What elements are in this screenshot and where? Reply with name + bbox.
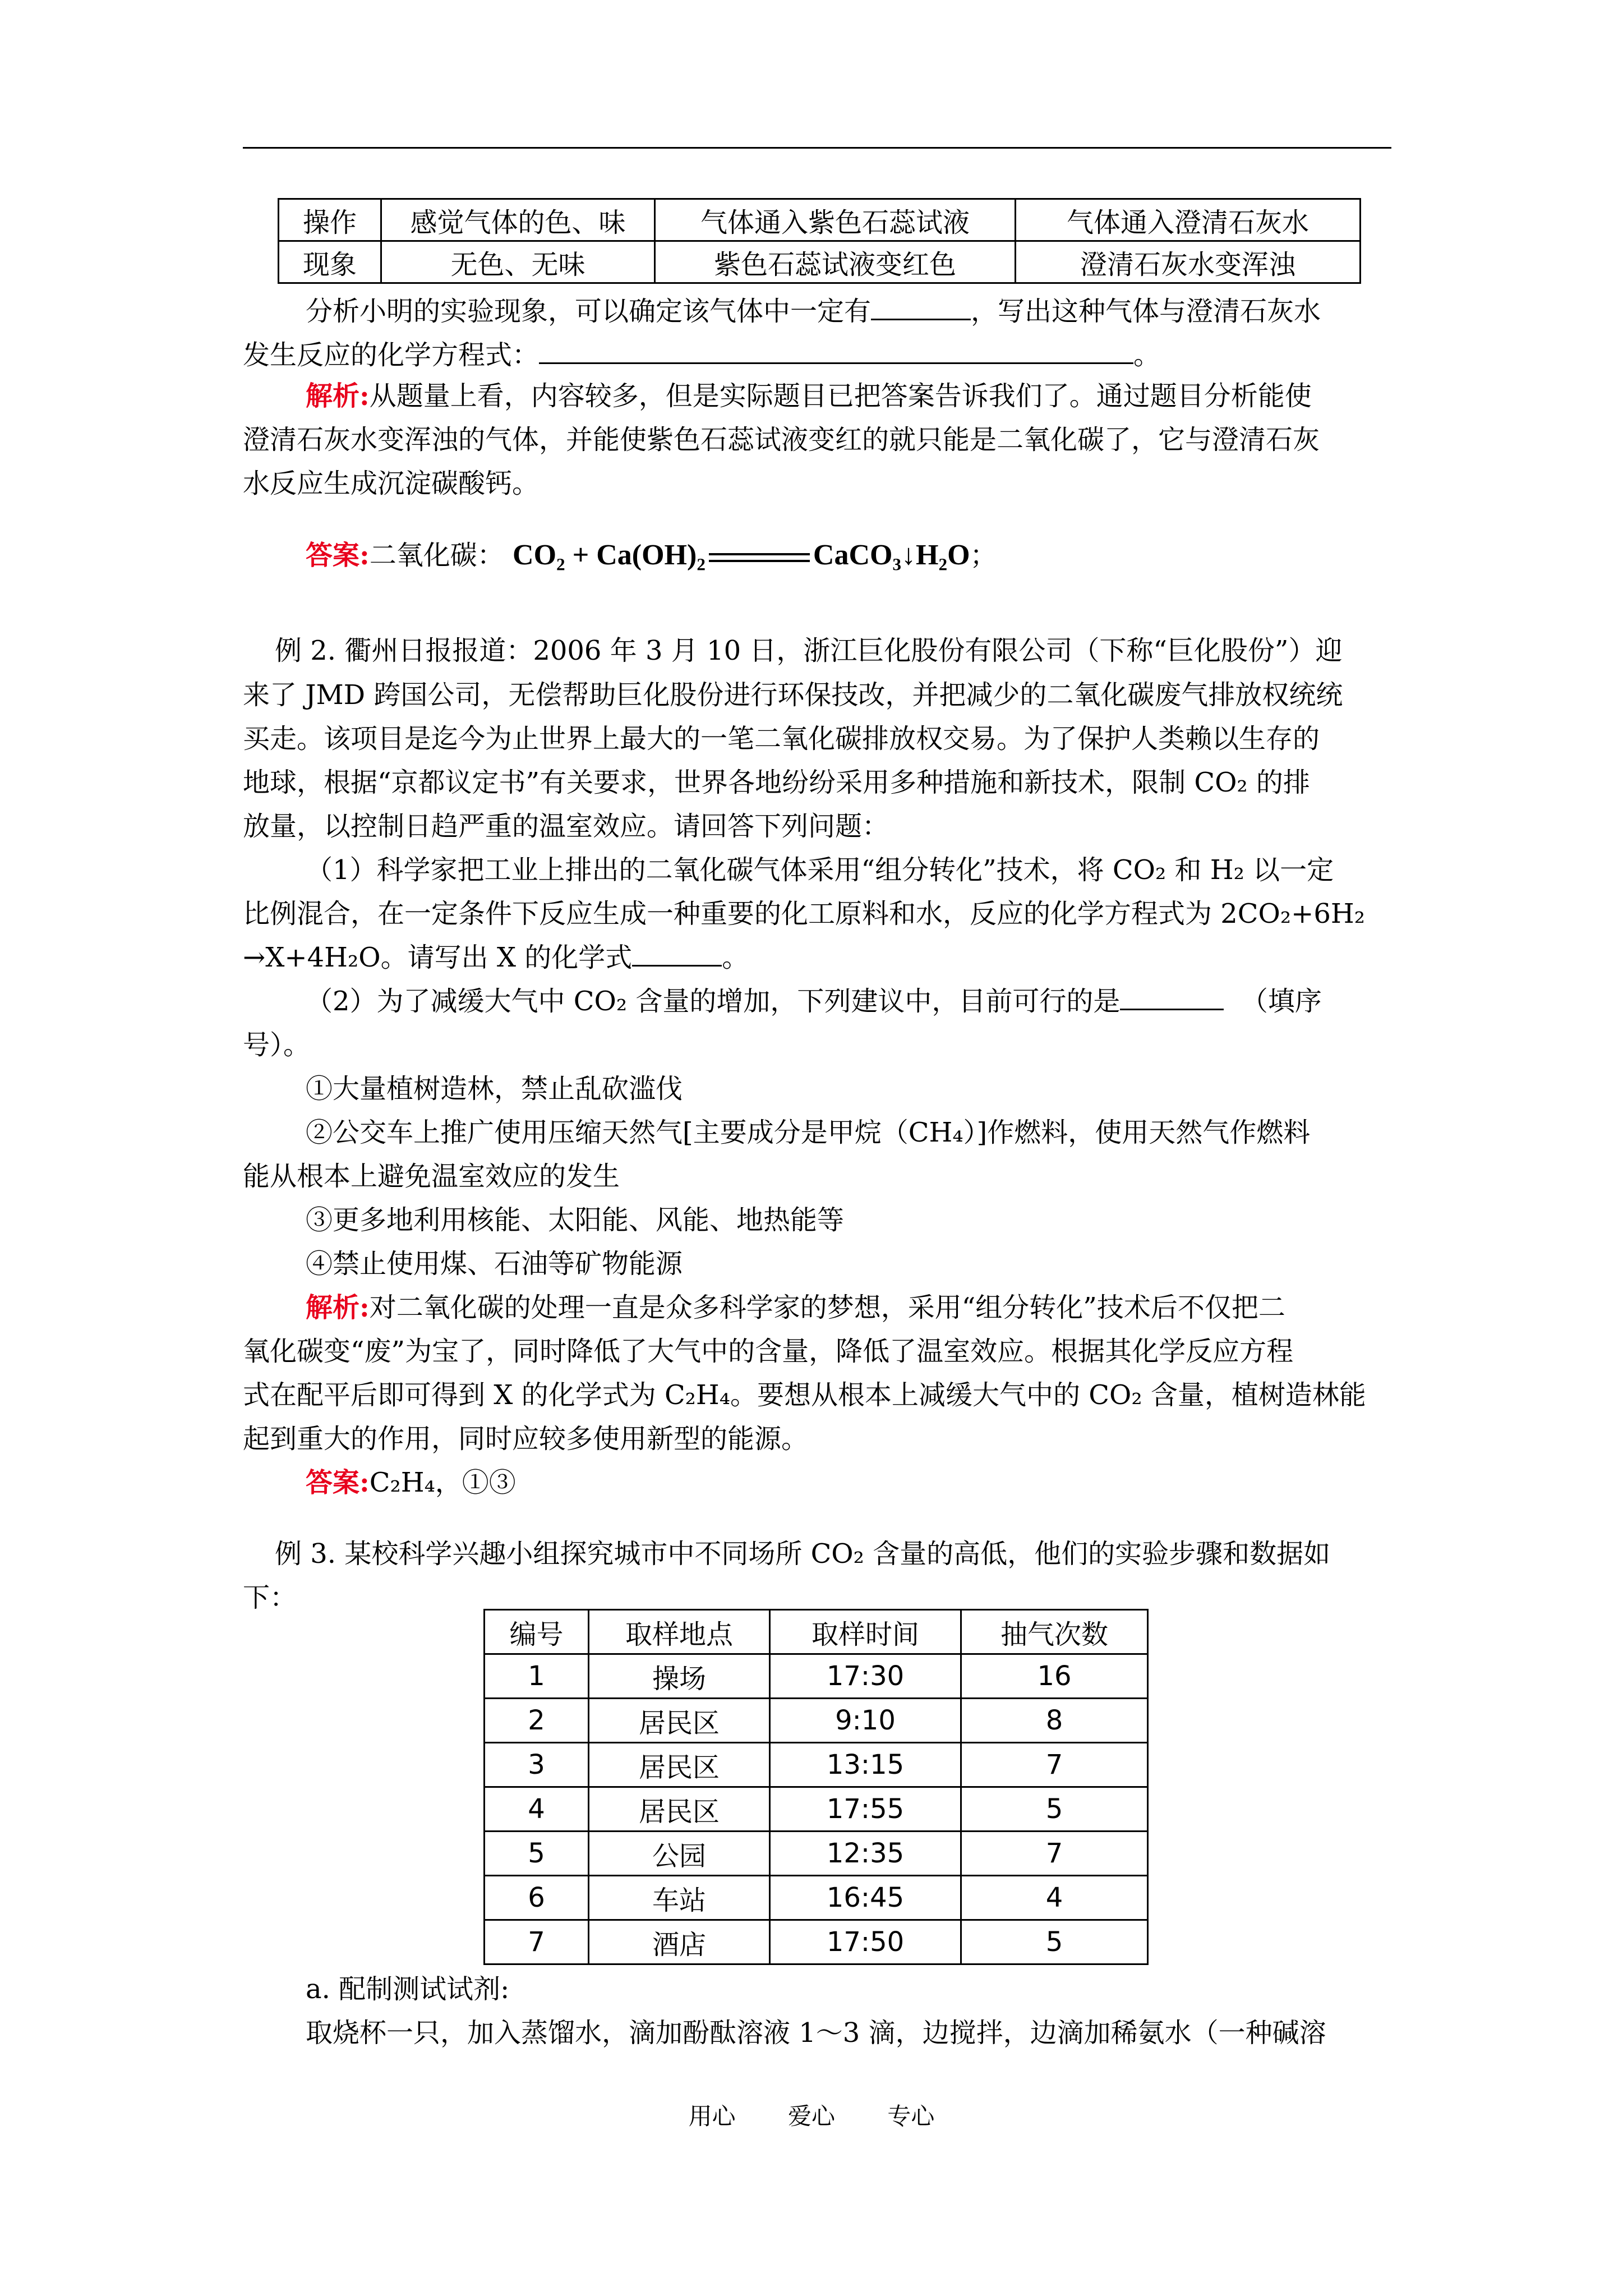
text: 。	[722, 942, 749, 973]
ex2-option3: ③更多地利用核能、太阳能、风能、地热能等	[306, 1204, 845, 1236]
table-cell: 澄清石灰水变浑浊	[1016, 241, 1361, 283]
text: （填序	[1241, 986, 1322, 1017]
table-cell: 操场	[589, 1654, 770, 1699]
answer-blank	[1120, 979, 1224, 1010]
analysis-label: 解析:	[306, 1292, 370, 1323]
ex2-para-line2: 来了 JMD 跨国公司，无偿帮助巨化股份进行环保技改，并把减少的二氧化碳废气排放权统统	[243, 679, 1343, 711]
answer-label: 答案:	[306, 1467, 370, 1498]
answer-blank	[871, 289, 971, 320]
table-cell: 2	[485, 1699, 589, 1743]
table-cell: 7	[961, 1832, 1148, 1876]
text: 二氧化碳：	[369, 540, 504, 571]
table-cell: 居民区	[589, 1743, 770, 1787]
ex2-q2-line2: 号）。	[243, 1029, 311, 1061]
table-cell: 操作	[279, 199, 381, 241]
table-row	[485, 1743, 1148, 1787]
table-cell: 16	[961, 1654, 1148, 1699]
table-cell: 气体通入澄清石灰水	[1016, 199, 1361, 241]
page-footer: 用心 爱心 专心	[688, 2102, 935, 2130]
ex1-analysis-line3: 水反应生成沉淀碳酸钙。	[243, 468, 540, 499]
table-row	[279, 241, 1361, 283]
ex2-para-line1: 例 2. 衢州日报报道：2006 年 3 月 10 日，浙江巨化股份有限公司（下称“巨化股份”）迎	[275, 635, 1343, 666]
ex2-option4: ④禁止使用煤、石油等矿物能源	[306, 1248, 683, 1280]
table-cell: 紫色石蕊试液变红色	[655, 241, 1016, 283]
ex2-option2-line2: 能从根本上避免温室效应的发生	[243, 1161, 620, 1192]
ex2-q1-line1: （1）科学家把工业上排出的二氧化碳气体采用“组分转化”技术，将 CO₂ 和 H₂ 以一定	[306, 854, 1334, 886]
table-cell: 车站	[589, 1876, 770, 1920]
ex2-option2-line1: ②公交车上推广使用压缩天然气[主要成分是甲烷（CH₄）]作燃料，使用天然气作燃料	[306, 1117, 1311, 1148]
ex3-para-line2: 下：	[243, 1582, 297, 1613]
table-cell: 7	[485, 1920, 589, 1964]
text: 。	[1133, 339, 1161, 371]
ex2-q1-line2: 比例混合，在一定条件下反应生成一种重要的化工原料和水，反应的化学方程式为 2CO₂+6H₂	[243, 898, 1365, 930]
ex1-analysis-line2: 澄清石灰水变浑浊的气体，并能使紫色石蕊试液变红的就只能是二氧化碳了，它与澄清石灰	[243, 424, 1320, 455]
ex2-q1-line3	[243, 935, 749, 980]
sampling-table	[483, 1609, 1149, 1965]
table-cell: 17:30	[770, 1654, 961, 1699]
text: 分析小明的实验现象，可以确定该气体中一定有	[306, 296, 872, 327]
table-cell: 4	[485, 1787, 589, 1832]
table-cell: 5	[961, 1787, 1148, 1832]
ex3-para-line1: 例 3. 某校科学兴趣小组探究城市中不同场所 CO₂ 含量的高低，他们的实验步骤和数据如	[275, 1538, 1331, 1570]
equals-sign	[709, 549, 810, 567]
table-cell: 17:55	[770, 1787, 961, 1832]
ex1-analysis-line1	[306, 374, 1312, 418]
answer-label: 答案:	[306, 540, 370, 571]
table-cell: 9:10	[770, 1699, 961, 1743]
table-row	[485, 1699, 1148, 1743]
table-cell: 4	[961, 1876, 1148, 1920]
ex2-analysis-line4: 起到重大的作用，同时应较多使用新型的能源。	[243, 1423, 809, 1455]
table-cell: 公园	[589, 1832, 770, 1876]
table-header: 编号	[485, 1610, 589, 1654]
table-header: 抽气次数	[961, 1610, 1148, 1654]
table-row	[485, 1654, 1148, 1699]
ex2-analysis-line1	[306, 1285, 1285, 1330]
table-row	[485, 1832, 1148, 1876]
table-cell: 3	[485, 1743, 589, 1787]
text: ；	[970, 540, 997, 571]
equation-left: CO₂ + Ca(OH)₂	[513, 539, 706, 571]
table-cell: 16:45	[770, 1876, 961, 1920]
ex1-question-line1	[306, 289, 1321, 334]
table-header-row	[485, 1610, 1148, 1654]
text: （2）为了减缓大气中 CO₂ 含量的增加，下列建议中，目前可行的是	[306, 986, 1121, 1017]
ex2-para-line4: 地球，根据“京都议定书”有关要求，世界各地纷纷采用多种措施和新技术，限制 CO₂ 的排	[243, 767, 1310, 798]
table-cell: 5	[961, 1920, 1148, 1964]
table-cell: 6	[485, 1876, 589, 1920]
table-cell: 无色、无味	[381, 241, 655, 283]
table-row	[279, 199, 1361, 241]
ex2-option1: ①大量植树造林，禁止乱砍滥伐	[306, 1073, 683, 1105]
ex2-para-line3: 买走。该项目是迄今为止世界上最大的一笔二氧化碳排放权交易。为了保护人类赖以生存的	[243, 723, 1320, 754]
table-row	[485, 1876, 1148, 1920]
text: 对二氧化碳的处理一直是众多科学家的梦想，采用“组分转化”技术后不仅把二	[369, 1292, 1285, 1323]
text: →X+4H₂O。请写出 X 的化学式	[243, 942, 633, 973]
table-cell: 气体通入紫色石蕊试液	[655, 199, 1016, 241]
table-row	[485, 1920, 1148, 1964]
ex1-question-line2	[243, 333, 1160, 378]
table-cell: 居民区	[589, 1699, 770, 1743]
table-cell: 感觉气体的色、味	[381, 199, 655, 241]
table-cell: 5	[485, 1832, 589, 1876]
ex2-q2-line1	[306, 979, 1322, 1024]
ex2-analysis-line3: 式在配平后即可得到 X 的化学式为 C₂H₄。要想从根本上减缓大气中的 CO₂ 含量，植树造林能	[243, 1379, 1366, 1411]
ex2-para-line5: 放量，以控制日趋严重的温室效应。请回答下列问题：	[243, 811, 889, 842]
table-cell: 13:15	[770, 1743, 961, 1787]
ex3-step-a-text: 取烧杯一只，加入蒸馏水，滴加酚酞溶液 1～3 滴，边搅拌，边滴加稀氨水（一种碱溶	[306, 2017, 1326, 2049]
ex2-answer	[306, 1460, 516, 1505]
table-header: 取样地点	[589, 1610, 770, 1654]
table-cell: 17:50	[770, 1920, 961, 1964]
text: 从题量上看，内容较多，但是实际题目已把答案告诉我们了。通过题目分析能使	[369, 380, 1312, 412]
equation-right: CaCO₃↓H₂O	[813, 539, 970, 571]
table-row	[485, 1787, 1148, 1832]
ex2-analysis-line2: 氧化碳变“废”为宝了，同时降低了大气中的含量，降低了温室效应。根据其化学反应方程	[243, 1336, 1294, 1367]
table-cell: 现象	[279, 241, 381, 283]
table-cell: 酒店	[589, 1920, 770, 1964]
table-cell: 8	[961, 1699, 1148, 1743]
text: C₂H₄，①③	[369, 1467, 516, 1498]
text: ，写出这种气体与澄清石灰水	[971, 296, 1321, 327]
header-rule	[243, 147, 1391, 149]
table-cell: 7	[961, 1743, 1148, 1787]
experiment-table	[278, 198, 1361, 284]
table-header: 取样时间	[770, 1610, 961, 1654]
table-cell: 12:35	[770, 1832, 961, 1876]
text: 发生反应的化学方程式：	[243, 339, 540, 371]
analysis-label: 解析:	[306, 380, 370, 412]
ex1-answer	[306, 533, 997, 578]
table-cell: 1	[485, 1654, 589, 1699]
ex3-step-a: a. 配制测试试剂:	[306, 1973, 510, 2005]
answer-blank	[539, 333, 1133, 364]
answer-blank	[632, 936, 722, 967]
table-cell: 居民区	[589, 1787, 770, 1832]
